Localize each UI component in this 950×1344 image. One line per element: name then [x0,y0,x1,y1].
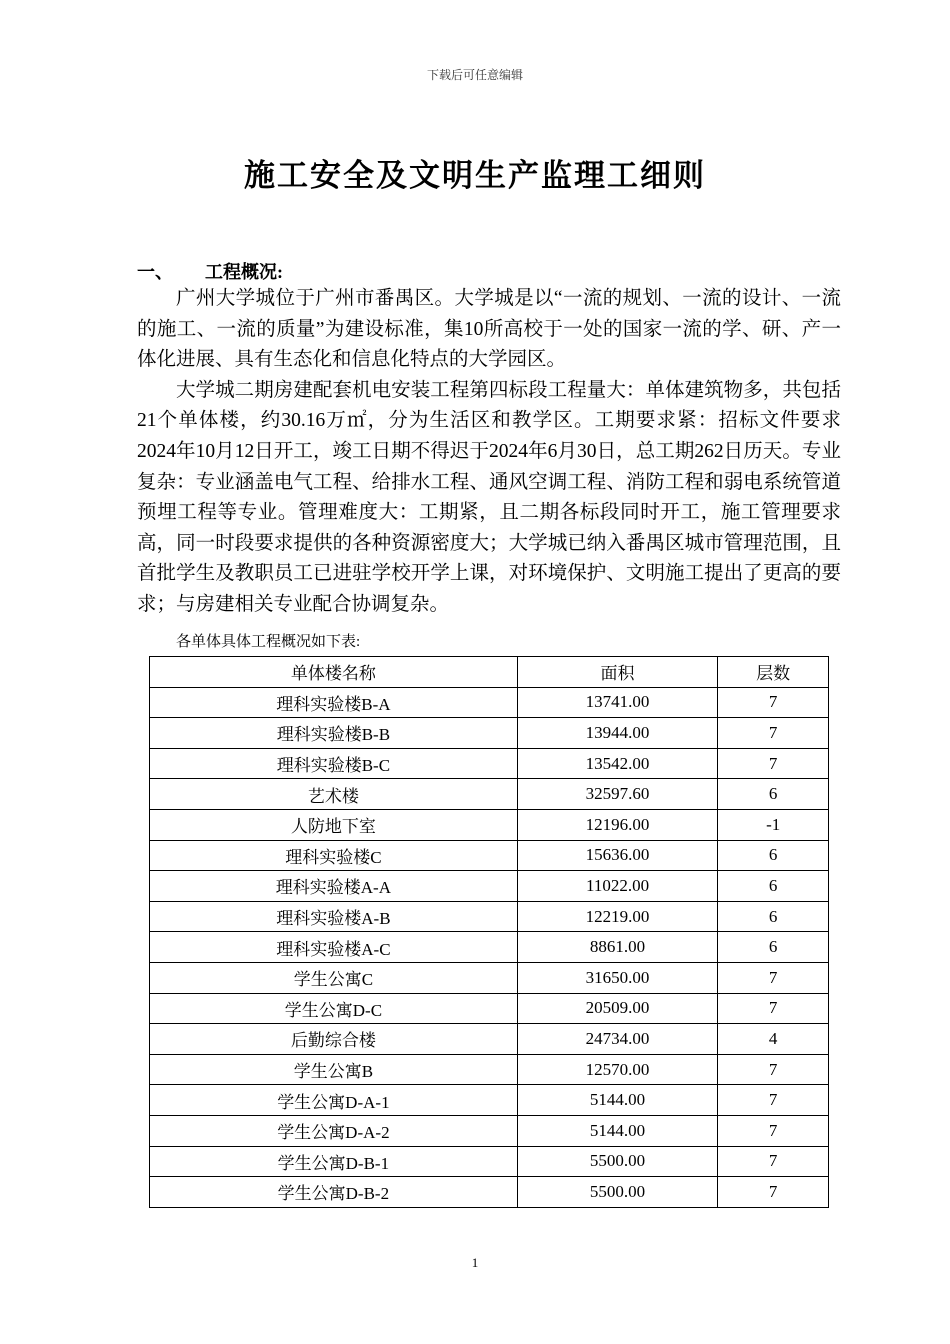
table-row [150,1146,829,1177]
cell-floors: 6 [718,901,829,932]
cell-name: 理科实验楼C [150,840,518,871]
cell-name: 学生公寓D-B-2 [150,1177,518,1208]
section-heading-text: 工程概况: [205,262,283,282]
table-row [150,1085,829,1116]
cell-name: 后勤综合楼 [150,1024,518,1055]
paragraph: 广州大学城位于广州市番禺区。大学城是以“一流的规划、一流的设计、一流的施工、一流的质量”为建设标准，集10所高校于一处的国家一流的学、研、产一体化进展、具有生态化和信息化特点的大学园区。 [137,288,841,371]
table-row [150,871,829,902]
cell-area: 20509.00 [517,993,718,1024]
section-heading [137,258,283,284]
cell-name: 人防地下室 [150,809,518,840]
document-title: 施工安全及文明生产监理工细则 [244,158,706,193]
cell-floors: 7 [718,748,829,779]
cell-floors: 6 [718,779,829,810]
cell-floors: 6 [718,932,829,963]
cell-floors: 6 [718,871,829,902]
cell-floors: 7 [718,1054,829,1085]
cell-floors: 7 [718,993,829,1024]
cell-area: 13944.00 [517,718,718,749]
table-row [150,1177,829,1208]
column-header-name: 单体楼名称 [150,657,518,688]
table-header-row [150,657,829,688]
cell-name: 学生公寓D-A-1 [150,1085,518,1116]
cell-name: 理科实验楼A-A [150,871,518,902]
cell-floors: 4 [718,1024,829,1055]
cell-area: 31650.00 [517,962,718,993]
table-row [150,1115,829,1146]
cell-area: 13741.00 [517,687,718,718]
table-row [150,1024,829,1055]
table-row [150,962,829,993]
cell-area: 11022.00 [517,871,718,902]
cell-floors: -1 [718,809,829,840]
cell-name: 学生公寓C [150,962,518,993]
cell-floors: 7 [718,1085,829,1116]
table-row [150,1054,829,1085]
cell-area: 5144.00 [517,1085,718,1116]
unit-table-body [150,687,829,1207]
cell-name: 学生公寓B [150,1054,518,1085]
unit-table [149,656,829,1208]
table-row [150,993,829,1024]
cell-area: 32597.60 [517,779,718,810]
table-row [150,932,829,963]
cell-name: 学生公寓D-C [150,993,518,1024]
table-row [150,718,829,749]
cell-floors: 7 [718,962,829,993]
column-header-area: 面积 [517,657,718,688]
table-row [150,809,829,840]
cell-floors: 7 [718,687,829,718]
cell-area: 12570.00 [517,1054,718,1085]
cell-area: 8861.00 [517,932,718,963]
cell-floors: 7 [718,718,829,749]
table-row [150,840,829,871]
cell-area: 24734.00 [517,1024,718,1055]
table-row [150,687,829,718]
cell-area: 12219.00 [517,901,718,932]
cell-name: 理科实验楼B-B [150,718,518,749]
cell-area: 5500.00 [517,1146,718,1177]
cell-name: 理科实验楼A-B [150,901,518,932]
page-number: 1 [471,1255,479,1270]
cell-name: 理科实验楼B-A [150,687,518,718]
cell-name: 理科实验楼A-C [150,932,518,963]
section-number: 一、 [137,262,173,282]
table-row [150,748,829,779]
overview-text [137,284,841,621]
cell-area: 5500.00 [517,1177,718,1208]
cell-area: 5144.00 [517,1115,718,1146]
paragraph: 大学城二期房建配套机电安装工程第四标段工程量大：单体建筑物多，共包括21个单体楼，约30.16万㎡，分为生活区和教学区。工期要求紧：招标文件要求2024年10月12日开工，竣工日期不得迟于2024年6月30日，总工期262日历天。专业复杂：专业涵盖电气工程、给排水工程、通风空调工程、消防工程和弱电系统管道预埋工程等专业。管理难度大：工期紧，且二期各标段同时开工，施工管理要求高，同一时段要求提供的各种资源密度大；大学城已纳入番禺区城市管理范围，且首批学生及教职员工已进驻学校开学上课，对环境保护、文明施工提出了更高的要求；与房建相关专业配合协调复杂。 [137,379,841,615]
cell-floors: 7 [718,1146,829,1177]
table-row [150,779,829,810]
cell-floors: 7 [718,1115,829,1146]
cell-name: 学生公寓D-A-2 [150,1115,518,1146]
cell-name: 理科实验楼B-C [150,748,518,779]
cell-name: 艺术楼 [150,779,518,810]
header-note: 下载后可任意编辑 [426,68,523,82]
cell-floors: 7 [718,1177,829,1208]
cell-name: 学生公寓D-B-1 [150,1146,518,1177]
cell-area: 13542.00 [517,748,718,779]
column-header-floors: 层数 [718,657,829,688]
cell-floors: 6 [718,840,829,871]
table-row [150,901,829,932]
cell-area: 15636.00 [517,840,718,871]
cell-area: 12196.00 [517,809,718,840]
table-caption: 各单体具体工程概况如下表: [176,634,361,650]
